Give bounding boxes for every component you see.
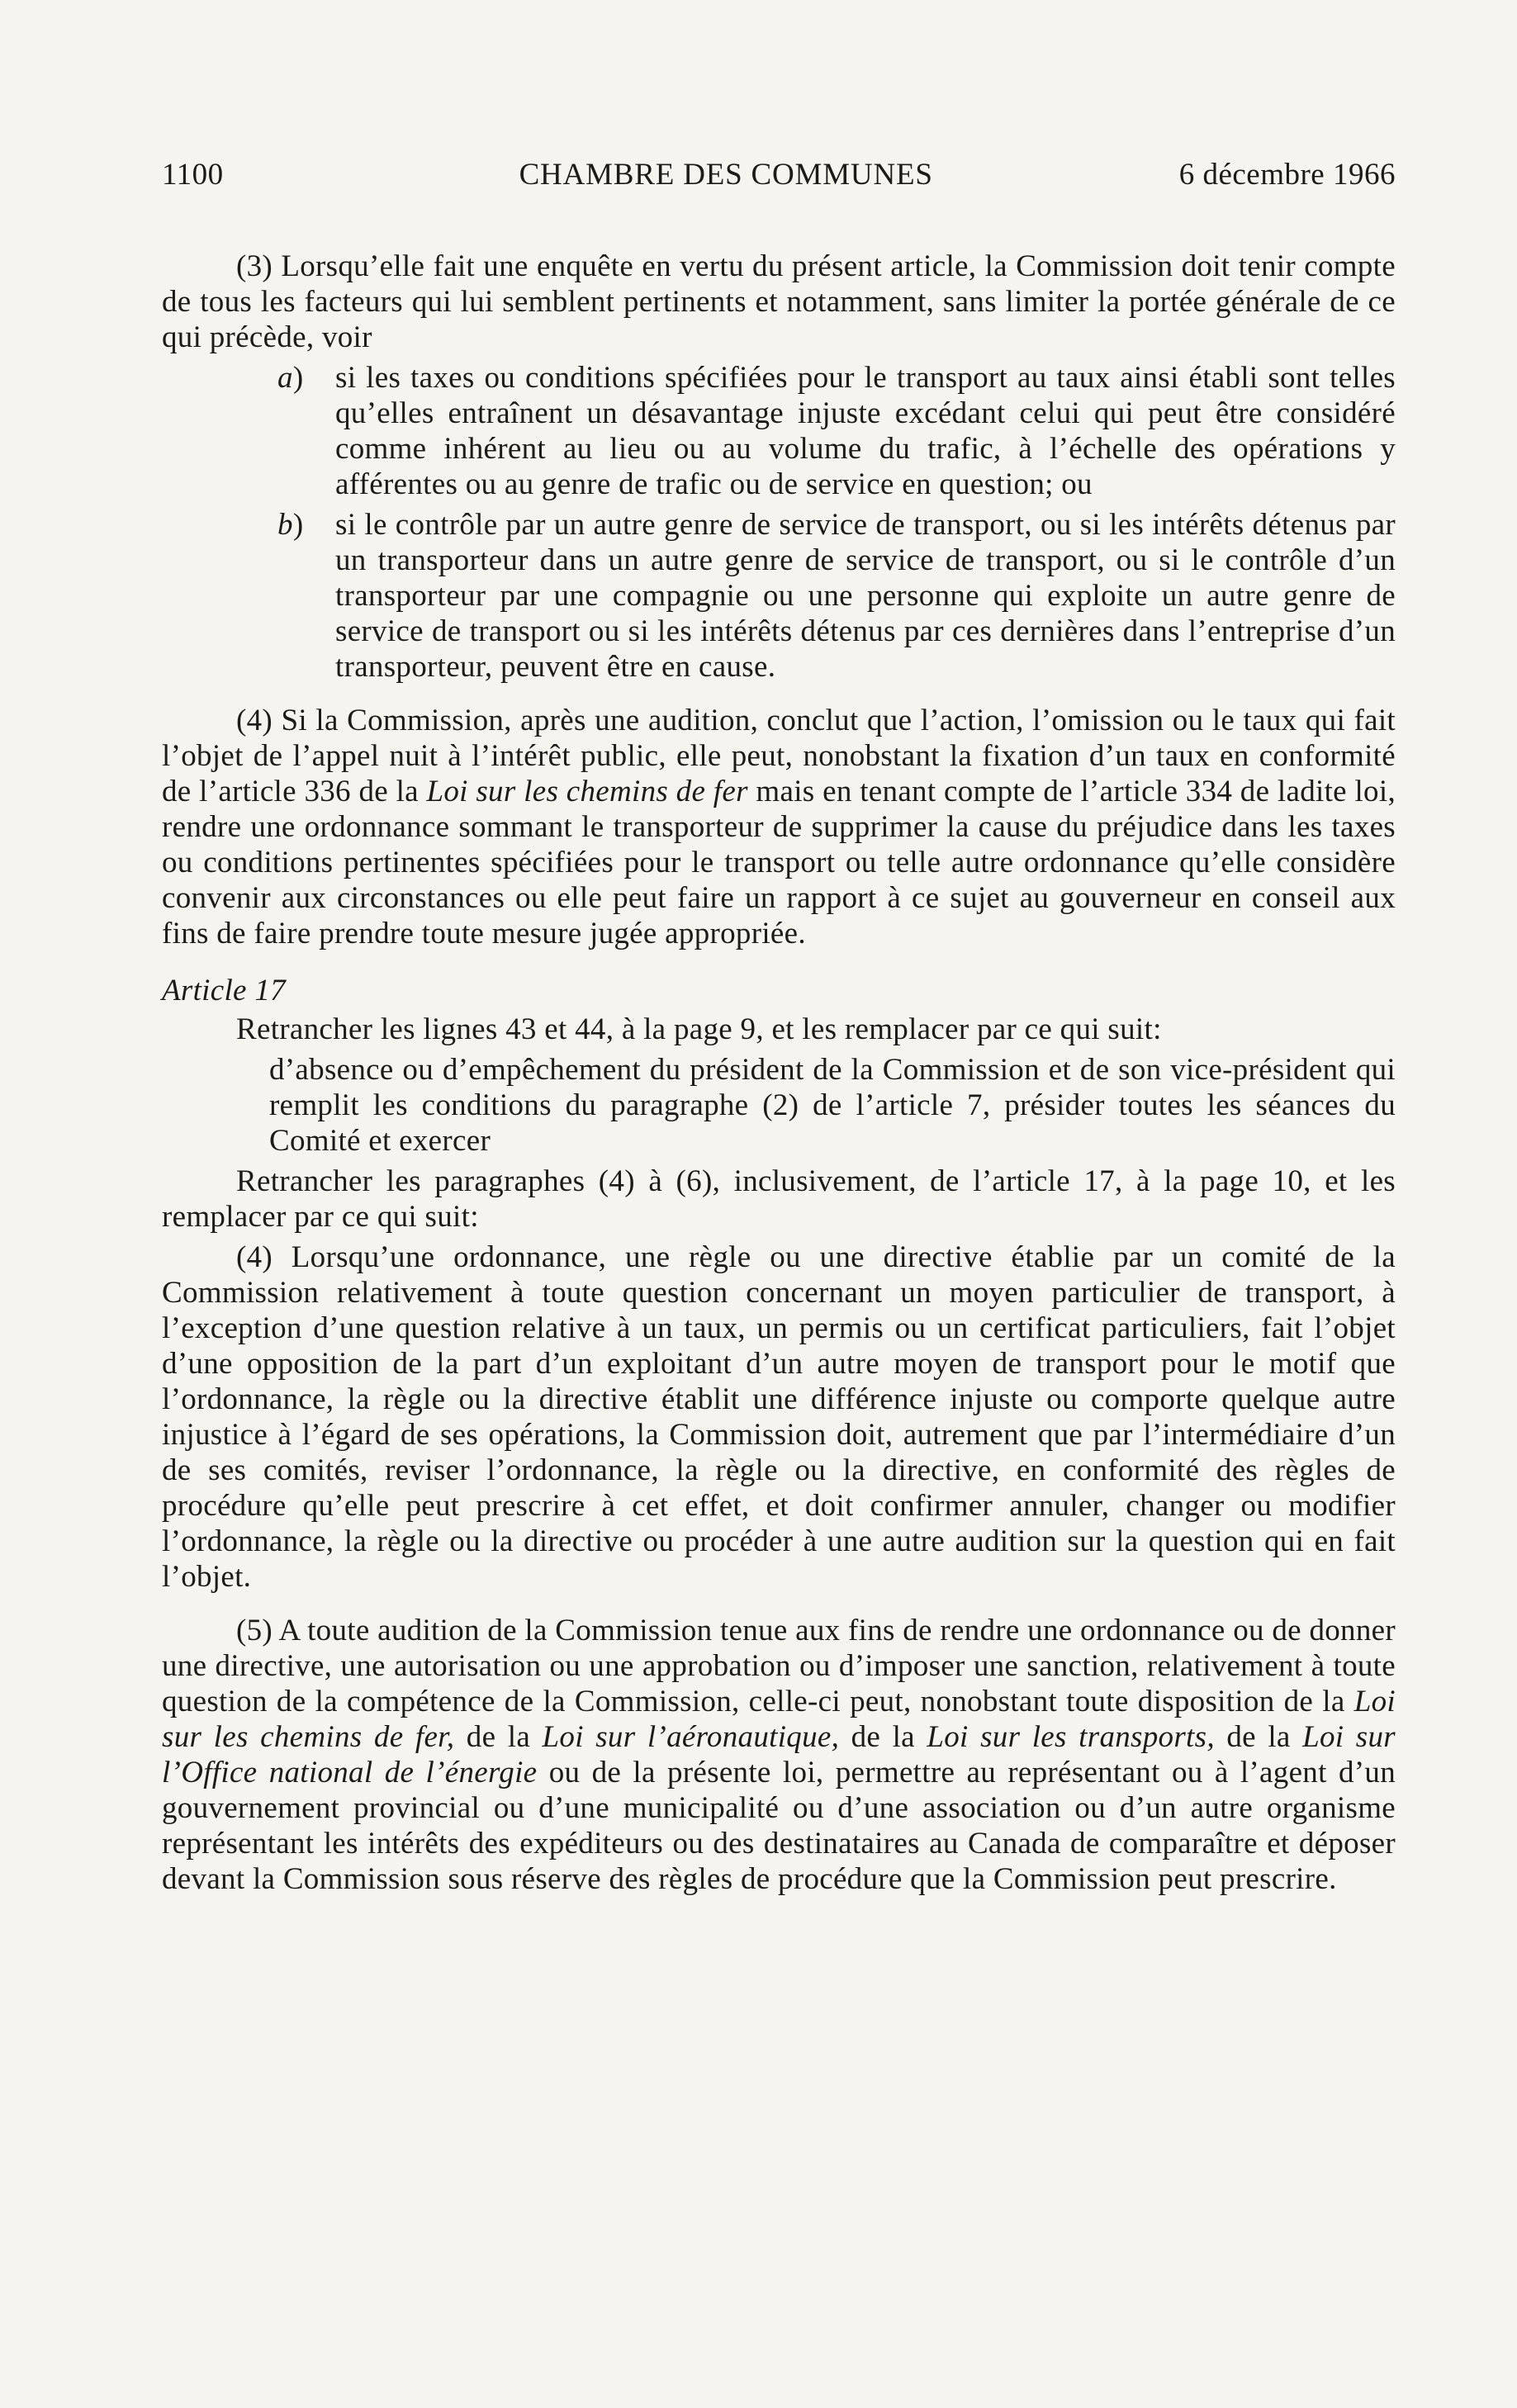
page-header <box>162 157 1396 192</box>
law-title: Loi sur l’Office national de l’énergie <box>162 1720 1396 1789</box>
new-paragraph-4: (4) Lorsqu’une ordonnance, une règle ou une directive établie par un comité de la Commission relativement à toute question concernant un moyen particulier de transport, à l’exception d’une question relative à un taux, un permis ou un certificat particuliers, fait l’objet d’une opposition de la part d’un exploitant d’un autre moyen de transport pour le motif que l’ordonnance, la règle ou la directive établit une différence injuste ou comporte quelque autre injustice à l’égard de ses opérations, la Commission doit, autrement que par l’intermédiaire d’un de ses comités, reviser l’ordonnance, la règle ou la directive, en conformité des règles de procédure qu’elle peut prescrire à cet effet, et doit confirmer annuler, changer ou modifier l’ordonnance, la règle ou la directive ou procéder à une autre audition sur la question qui en fait l’objet. <box>162 1240 1396 1594</box>
page-date: 6 décembre 1966 <box>1178 158 1396 192</box>
new-paragraph-5: (5) A toute audition de la Commission tenue aux fins de rendre une ordonnance ou de donner une directive, une autorisation ou une approbation ou d’imposer une sanction, relativement à toute question de la compétence de la Commission, celle-ci peut, nonobstant toute disposition de la Loi sur les chemins de fer, de la Loi sur l’aéronautique, de la Loi sur les transports, de la Loi sur l’Office national de l’énergie ou de la présente loi, permettre au représentant ou à l’agent d’un gouvernement provincial ou d’une municipalité ou d’une association ou d’un autre organisme représentant les intérêts des expéditeurs ou des destinataires au Canada de comparaître et déposer devant la Commission sous réserve des règles de procédure que la Commission peut prescrire. <box>162 1614 1396 1896</box>
paragraph-3: (3) Lorsqu’elle fait une enquête en vertu du présent article, la Commission doit tenir compte de tous les facteurs qui lui semblent pertinents et notamment, sans limiter la portée générale de ce qui précède, voir <box>162 249 1396 354</box>
paragraph-4: (4) Si la Commission, après une audition, conclut que l’action, l’omission ou le taux qui fait l’objet de l’appel nuit à l’intérêt public, elle peut, nonobstant la fixation d’un taux en conformité de l’article 336 de la Loi sur les chemins de fer mais en tenant compte de l’article 334 de ladite loi, rendre une ordonnance sommant le transporteur de supprimer la cause du préjudice dans les taxes ou conditions pertinentes spécifiées pour le transport ou telle autre ordonnance qu’elle considère convenir aux circonstances ou elle peut faire un rapport à ce sujet au gouverneur en conseil aux fins de faire prendre toute mesure jugée appropriée. <box>162 704 1396 950</box>
law-title: Loi sur les chemins de fer, <box>162 1685 1396 1754</box>
article-17-instruction-2: Retrancher les paragraphes (4) à (6), inclusivement, de l’article 17, à la page 10, et les remplacer par ce qui suit: <box>162 1164 1396 1234</box>
law-title: Loi sur les chemins de fer <box>426 775 748 808</box>
item-marker-b: b) <box>277 508 304 542</box>
item-marker-a: a) <box>277 361 304 395</box>
article-17-instruction-1: Retrancher les lignes 43 et 44, à la page 9, et les remplacer par ce qui suit: <box>236 1012 1162 1046</box>
page-number: 1100 <box>162 158 224 192</box>
paragraph-3a <box>162 360 1396 502</box>
page-title: CHAMBRE DES COMMUNES <box>519 158 933 192</box>
article-17-quoted-text: d’absence ou d’empêchement du président de la Commission et de son vice-président qui remplit les conditions du paragraphe (2) de l’article 7, présider toutes les séances du Comité et exercer <box>269 1053 1396 1158</box>
paragraph-3b <box>162 507 1396 685</box>
document-page <box>162 157 1396 1897</box>
paragraph-3b-text: si le contrôle par un autre genre de service de transport, ou si les intérêts détenus par un transporteur dans un autre genre de service de transport, ou si le contrôle d’un transporteur par une compagnie ou une personne qui exploite un autre genre de service de transport ou si les intérêts détenus par ces dernières dans l’entreprise d’un transporteur, peuvent être en cause. <box>335 508 1396 684</box>
article-17-heading: Article 17 <box>162 974 286 1007</box>
law-title: Loi sur l’aéronautique, <box>542 1720 840 1754</box>
law-title: Loi sur les transports, <box>927 1720 1215 1754</box>
paragraph-3a-text: si les taxes ou conditions spécifiées pour le transport au taux ainsi établi sont telles qu’elles entraînent un désavantage injuste excédant celui qui peut être considéré comme inhérent au lieu ou au volume du trafic, à l’échelle des opérations y afférentes ou au genre de trafic ou de service en question; ou <box>335 361 1396 501</box>
